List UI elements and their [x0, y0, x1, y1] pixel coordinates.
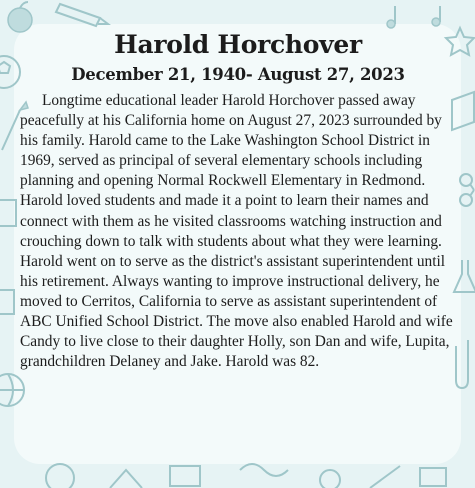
apple-icon [8, 2, 32, 32]
obituary-text: Longtime educational leader Harold Horchover passed away peacefully at his California home on August 27, 2023 surrounded by his family. Harold came to the Lake Washington School District in 1969, served as principal of several elementary schools including planning and opening Normal Rockwell Elementary in Redmond. Harold loved students and made it a point to learn their names and connect with them as he visited classrooms watching instruction and crouching down to talk with students about what they were learning. Harold went on to serve as the district's assistant superintendent until his retirement. Always wanting to improve instructional delivery, he moved to Cerritos, California to serve as assistant superintendent of ABC Unified School District. The move also enabled Harold and wife Candy to live close to their daughter Holly, son Dan and wife, Lupita, grandchildren Delaney and Jake. Harold was 82. [20, 92, 453, 371]
scissors-icon [460, 174, 474, 206]
globe-icon [0, 374, 24, 406]
life-dates: December 21, 1940- August 27, 2023 [71, 65, 405, 84]
deceased-name: Harold Horchover [114, 30, 362, 59]
bottom-doodles [46, 464, 446, 488]
obituary-content [20, 30, 456, 372]
book-icon [0, 200, 16, 314]
pencil-icon [56, 4, 108, 26]
